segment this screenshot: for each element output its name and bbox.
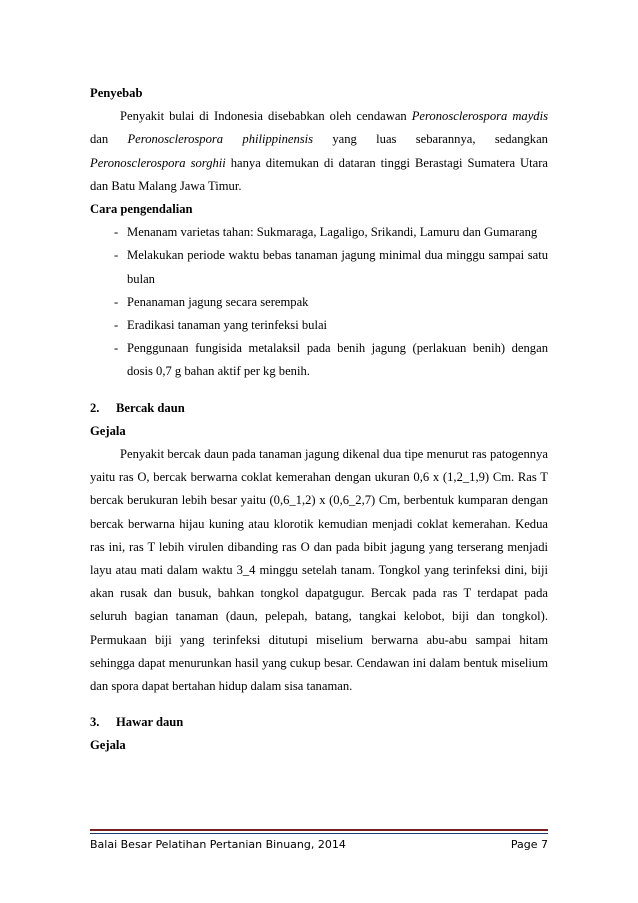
text-segment: dan [90,132,128,147]
list-item: - Penggunaan fungisida metalaksil pada benih jagung (perlakuan benih) dengan dosis 0,7 g bahan aktif per kg benih. [114,341,548,379]
footer-institution: Balai Besar Pelatihan Pertanian Binuang, 2014 [90,838,346,851]
section-title-hawar-daun: 3. Hawar daun [90,715,184,730]
control-list [90,221,548,383]
species-name: Peronosclerospora philippinensis [127,132,314,147]
species-name: Peronosclerospora sorghii [90,155,226,170]
list-item: - Eradikasi tanaman yang terinfeksi bulai [114,318,328,333]
footer-divider [90,833,548,834]
subheading-gejala: Gejala [90,738,126,753]
text-segment: yang luas sebarannya, sedangkan [313,132,548,147]
list-item: - Menanam varietas tahan: Sukmaraga, Lagaligo, Srikandi, Lamuru dan Gumarang [114,225,538,240]
page-number: Page 7 [510,838,548,851]
footer-divider [90,829,548,831]
list-item: - Penanaman jagung secara serempak [114,294,309,309]
page-footer [90,838,548,852]
text-segment: hanya ditemukan di dataran tinggi Berastagi Sumatera Utara dan Batu Malang Jawa Timur. [90,155,548,193]
paragraph-penyebab [90,105,548,198]
list-item: - Melakukan periode waktu bebas tanaman jagung minimal dua minggu sampai satu bulan [114,248,548,286]
page-content [90,82,548,758]
heading-cara-pengendalian: Cara pengendalian [90,202,193,217]
paragraph-bercak-daun: Penyakit bercak daun pada tanaman jagung dikenal dua tipe menurut ras patogennya yaitu ras O, bercak berwarna coklat kemerahan dengan ukuran 0,6 x (1,2_1,9) Cm. Ras T bercak berukuran lebih besar yaitu (0,6_1,2) x (0,6_2,7) Cm, berbentuk kumparan dengan bercak berwarna hijau kuning atau klorotik kemudian menjadi coklat kemerahan. Kedua ras ini, ras T lebih virulen dibanding ras O dan pada bibit jagung yang terserang menjadi layu atau mati dalam waktu 3_4 minggu setelah tanam. Tongkol yang terinfeksi dini, biji akan rusak dan busuk, bahkan tongkol dapatgugur. Bercak pada ras T terdapat pada seluruh bagian tanaman (daun, pelepah, batang, tangkai kelobot, biji dan tongkol). Permukaan biji yang terinfeksi ditutupi miselium berwarna abu-abu sampai hitam sehingga dapat menurunkan hasil yang cukup besar. Cendawan ini dalam bentuk miselium dan spora dapat bertahan hidup dalam sisa tanaman. [90,447,548,694]
text-segment: Penyakit bulai di Indonesia disebabkan oleh cendawan [120,109,412,124]
subheading-gejala: Gejala [90,423,126,438]
heading-penyebab: Penyebab [90,86,143,100]
species-name: Peronosclerospora maydis [411,109,549,124]
section-title-bercak-daun: 2. Bercak daun [90,400,185,415]
